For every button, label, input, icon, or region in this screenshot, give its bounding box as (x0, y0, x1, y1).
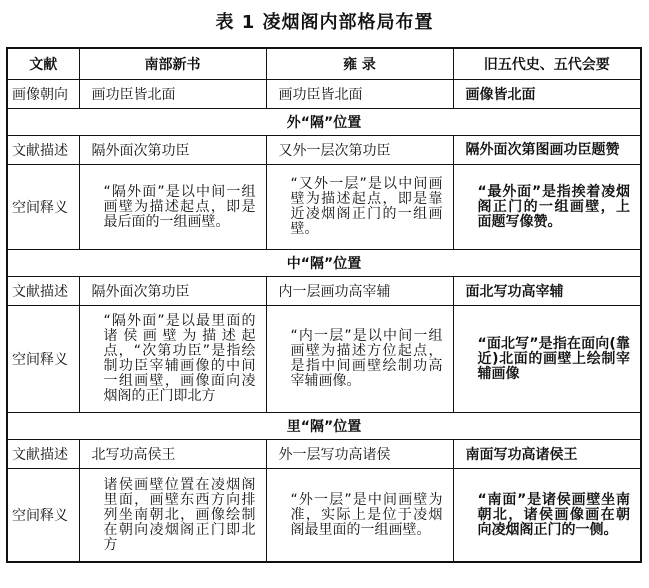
table-cell: 外一层写功高诸侯 (266, 440, 453, 469)
table-cell: “又外一层”是以中间画壁为描述起点，即是靠近凌烟阁正门的一组画壁。 (266, 165, 453, 250)
row-label: 文献描述 (7, 277, 79, 306)
table-cell: 隔外面次第图画功臣题赞 (453, 136, 641, 165)
table-title: 表 1 凌烟阁内部格局布置 (215, 12, 434, 33)
inner-explanation-row (7, 469, 641, 563)
row-label: 画像朝向 (7, 80, 79, 109)
table-cell: 画功臣皆北面 (266, 80, 453, 109)
table-cell: “隔外面”是以中间一组画壁为描述起点，即是最后面的一组画壁。 (79, 165, 266, 250)
header-cell-nanbu-xinshu: 南部新书 (79, 48, 266, 80)
image-orientation-row (7, 80, 641, 109)
table-cell: 又外一层次第功臣 (266, 136, 453, 165)
row-label: 空间释义 (7, 306, 79, 413)
middle-explanation-row (7, 306, 641, 413)
table-cell: 南面写功高诸侯王 (453, 440, 641, 469)
table-cell: 画功臣皆北面 (79, 80, 266, 109)
table-cell: 内一层画功高宰辅 (266, 277, 453, 306)
table-cell: 面北写功高宰辅 (453, 277, 641, 306)
outer-description-row (7, 136, 641, 165)
section-title: 里“隔”位置 (7, 413, 641, 440)
layout-table (6, 47, 642, 563)
header-cell-old-five-dynasties: 旧五代史、五代会要 (453, 48, 641, 80)
header-cell-yonglu: 雍 录 (266, 48, 453, 80)
section-row-outer (7, 109, 641, 136)
table-cell: “外一层”是中间画壁为准，实际上是位于凌烟阁最里面的一组画壁。 (266, 469, 453, 563)
middle-description-row (7, 277, 641, 306)
section-row-inner (7, 413, 641, 440)
table-cell: “最外面”是指挨着凌烟阁正门的一组画壁，上面题写像赞。 (453, 165, 641, 250)
row-label: 空间释义 (7, 469, 79, 563)
table-cell: “南面”是诸侯画壁坐南朝北，诸侯画像画在朝向凌烟阁正门的一侧。 (453, 469, 641, 563)
header-row (7, 48, 641, 80)
row-label: 文献描述 (7, 440, 79, 469)
row-label: 空间释义 (7, 165, 79, 250)
table-cell: “内一层”是以中间一组画壁为描述方位起点，是指中间画壁绘制功高宰辅画像。 (266, 306, 453, 413)
table-cell: 隔外面次第功臣 (79, 277, 266, 306)
row-label: 文献描述 (7, 136, 79, 165)
table-cell: “隔外面”是以最里面的诸侯画壁为描述起点，“次第功臣”是指绘制功臣宰辅画像的中间一组画壁，画像面向凌烟阁的正门即北方 (79, 306, 266, 413)
table-cell: 隔外面次第功臣 (79, 136, 266, 165)
section-title: 中“隔”位置 (7, 250, 641, 277)
header-cell-literature: 文献 (7, 48, 79, 80)
table-cell: 画像皆北面 (453, 80, 641, 109)
table-cell: 诸侯画壁位置在凌烟阁里面，画壁东西方向排列坐南朝北，画像绘制在朝向凌烟阁正门即北方 (79, 469, 266, 563)
section-row-middle (7, 250, 641, 277)
table-cell: “面北写”是指在面向(靠近)北面的画壁上绘制宰辅画像 (453, 306, 641, 413)
outer-explanation-row (7, 165, 641, 250)
section-title: 外“隔”位置 (7, 109, 641, 136)
inner-description-row (7, 440, 641, 469)
table-cell: 北写功高侯王 (79, 440, 266, 469)
